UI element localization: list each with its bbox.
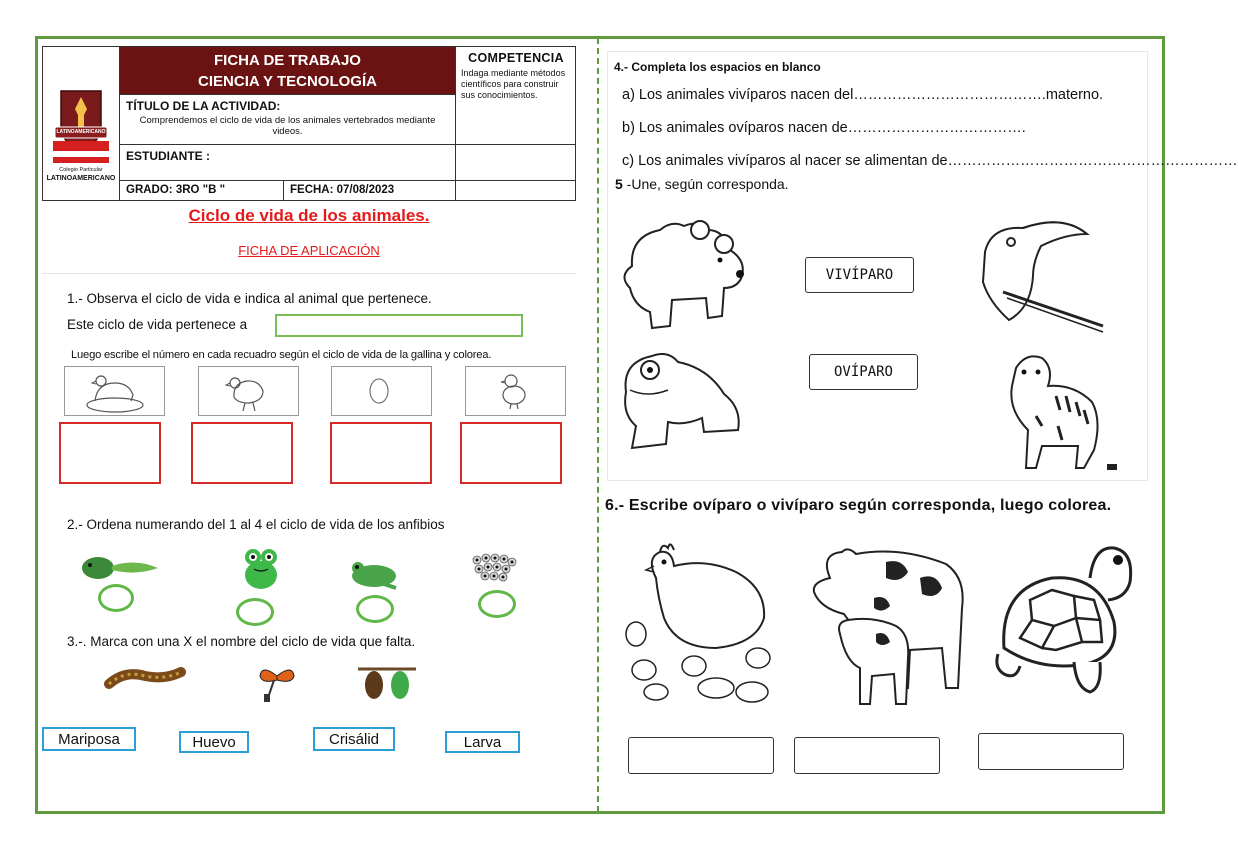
activity-row xyxy=(120,94,455,145)
q6-title: 6.- Escribe ovíparo o vivíparo según corresponda, luego colorea. xyxy=(605,497,1112,514)
hen-on-nest-image xyxy=(64,366,165,416)
tadpole-image xyxy=(80,552,160,584)
image-credit-mark xyxy=(1107,464,1117,470)
q1-answer-field[interactable] xyxy=(275,314,523,337)
q5-title-text: -Une, según corresponda. xyxy=(622,176,789,192)
date-value: FECHA: 07/08/2023 xyxy=(290,184,395,196)
logo-caption: LATINOAMERICANO xyxy=(46,175,116,182)
q1-text: 1.- Observa el ciclo de vida e indica al animal que pertenece. xyxy=(67,291,432,306)
q4-c: c) Los animales vivíparos al nacer se alimentan de…………………………………………………… xyxy=(622,153,1238,169)
activity-value: Comprendemos el ciclo de vida de los animales vertebrados mediante videos. xyxy=(139,115,436,137)
q2-text: 2.- Ordena numerando del 1 al 4 el ciclo de vida de los anfibios xyxy=(67,517,445,532)
q4-b: b) Los animales ovíparos nacen de………………………………. xyxy=(622,120,1026,136)
header-table xyxy=(42,46,576,201)
order-circle-4[interactable] xyxy=(478,590,516,618)
student-label: ESTUDIANTE : xyxy=(126,149,210,163)
option-huevo[interactable]: Huevo xyxy=(179,731,249,753)
frog-image xyxy=(236,545,286,593)
option-mariposa[interactable]: Mariposa xyxy=(42,727,136,751)
worksheet-title-band xyxy=(120,47,455,94)
q5-title xyxy=(615,176,789,192)
grade-row xyxy=(120,180,575,201)
logo-banner: LATINOAMERICANO xyxy=(56,129,106,135)
competencia-text: Indaga mediante métodos científicos para construir sus conocimientos. xyxy=(461,68,566,100)
q1-prompt: Este ciclo de vida pertenece a xyxy=(67,317,248,332)
cow-calf-image xyxy=(790,538,968,710)
main-title: Ciclo de vida de los animales. xyxy=(188,206,430,225)
subtitle: FICHA DE APLICACIÓN xyxy=(238,243,380,258)
school-logo xyxy=(43,47,120,200)
answer-scroll-2[interactable] xyxy=(794,737,940,774)
option-larva[interactable]: Larva xyxy=(445,731,520,753)
worksheet-title: FICHA DE TRABAJO xyxy=(214,52,361,69)
toucan-image xyxy=(963,212,1113,332)
caterpillar-image xyxy=(105,666,185,692)
q4-a: a) Los animales vivíparos nacen del………………………………….materno. xyxy=(622,87,1104,103)
hen-chicks-image xyxy=(616,538,782,708)
tiger-image xyxy=(996,350,1104,472)
number-box-2[interactable] xyxy=(191,422,293,484)
number-box-3[interactable] xyxy=(330,422,432,484)
q3-text: 3.-. Marca con una X el nombre del ciclo de vida que falta. xyxy=(67,634,416,649)
order-circle-3[interactable] xyxy=(356,595,394,623)
order-circle-2[interactable] xyxy=(236,598,274,626)
bear-image xyxy=(612,216,754,346)
q4-title: 4.- Completa los espacios en blanco xyxy=(614,60,821,74)
hen-image xyxy=(198,366,299,416)
subject-title: CIENCIA Y TECNOLOGÍA xyxy=(198,73,377,90)
q5-number: 5 xyxy=(615,176,623,192)
number-box-4[interactable] xyxy=(460,422,562,484)
eggs-image xyxy=(469,550,519,584)
answer-scroll-3[interactable] xyxy=(978,733,1124,770)
froglet-image xyxy=(344,556,400,590)
label-oviparo[interactable]: OVÍPARO xyxy=(809,354,918,390)
student-row[interactable] xyxy=(120,144,575,181)
grade-value: GRADO: 3RO "B " xyxy=(126,184,226,196)
chrysalis-image xyxy=(356,663,418,703)
number-box-1[interactable] xyxy=(59,422,161,484)
q1-instruction: Luego escribe el número en cada recuadro según el ciclo de vida de la gallina y colorea. xyxy=(71,349,492,361)
logo-caption-small: Colegio Particular xyxy=(59,167,103,173)
competencia-label: COMPETENCIA xyxy=(468,51,564,65)
chick-image xyxy=(465,366,566,416)
activity-label: TÍTULO DE LA ACTIVIDAD: xyxy=(126,99,281,113)
label-viviparo[interactable]: VIVÍPARO xyxy=(805,257,914,293)
page-divider xyxy=(597,38,599,812)
egg-image xyxy=(331,366,432,416)
answer-scroll-1[interactable] xyxy=(628,737,774,774)
order-circle-1[interactable] xyxy=(98,584,134,612)
frog-outline-image xyxy=(612,348,746,456)
option-crisalid[interactable]: Crisálid xyxy=(313,727,395,751)
turtle-image xyxy=(990,538,1142,708)
butterfly-image xyxy=(252,664,302,704)
